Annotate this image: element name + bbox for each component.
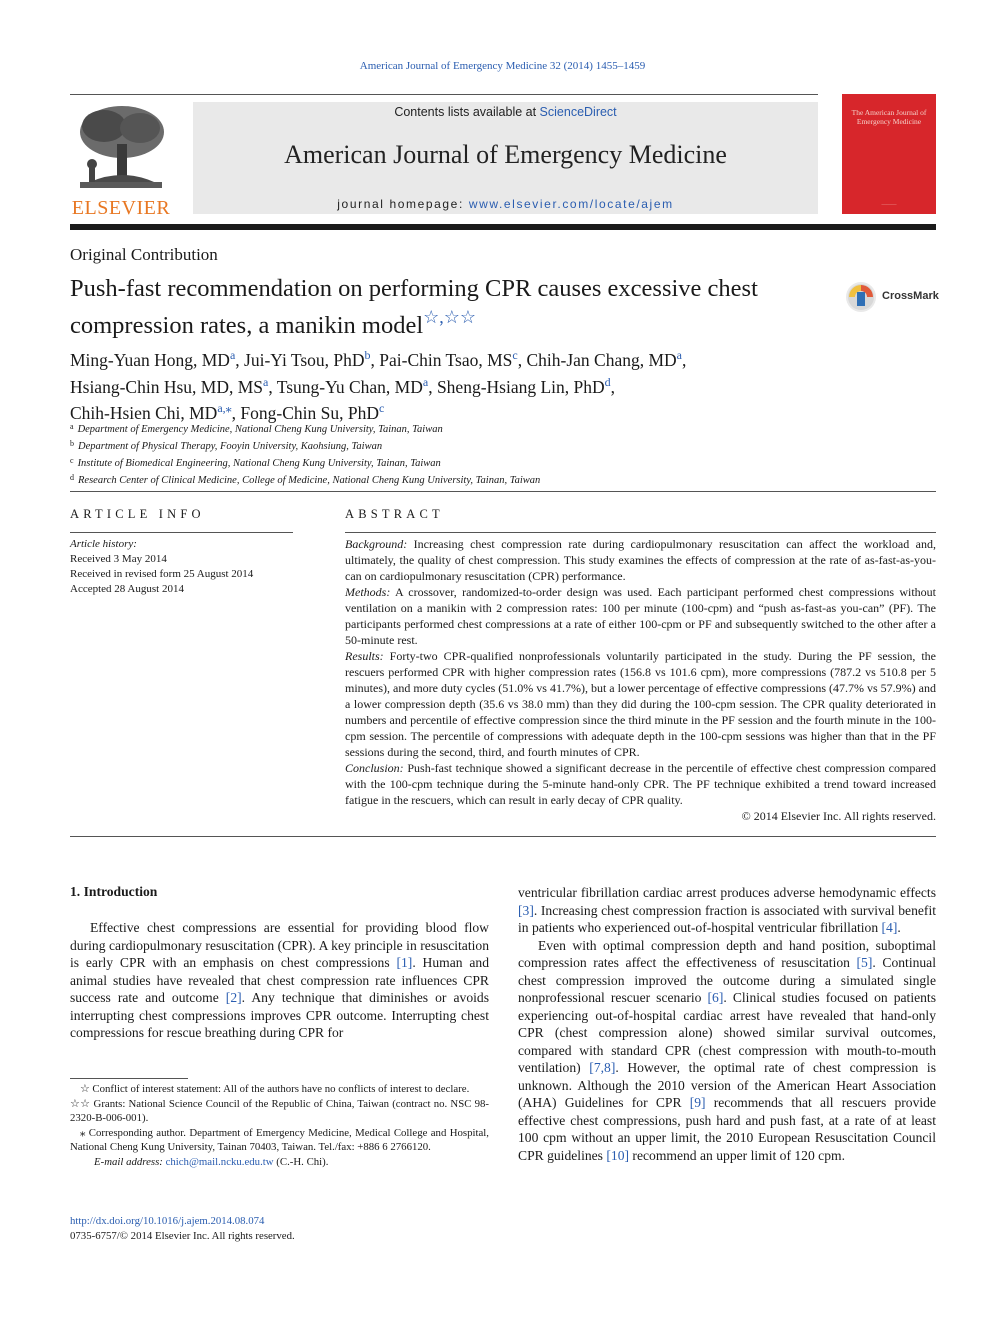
author-name: Chih-Hsien Chi, MD — [70, 403, 218, 423]
issn-copyright: 0735-6757/© 2014 Elsevier Inc. All rights reserved. — [70, 1230, 295, 1242]
reference-link[interactable]: [9] — [689, 1095, 706, 1110]
author-list — [70, 345, 930, 425]
affiliation-mark: b — [70, 439, 74, 448]
author-affiliation-mark[interactable]: a — [676, 348, 682, 362]
author-separator: , — [370, 350, 380, 370]
homepage-link[interactable]: www.elsevier.com/locate/ajem — [468, 197, 674, 211]
background-text: Increasing chest compression rate during cardiopulmonary resuscitation can affect the workload and, ultimately, the quality of chest compression. This study examines the effects of compression at the rate of as-fast-as-you-can on cardiopulmonary resuscitation (CPR) performance. — [345, 537, 936, 583]
doi-block — [70, 1214, 295, 1244]
article-title-text: Push-fast recommendation on performing CPR causes excessive chest compression rates, a manikin model — [70, 275, 758, 339]
footnote-grant — [70, 1097, 489, 1126]
body-text: ventricular fibrillation cardiac arrest produces adverse hemodynamic effects — [518, 885, 936, 900]
history-revised: Received in revised form 25 August 2014 — [70, 568, 254, 580]
section-divider — [70, 491, 936, 492]
affiliation-text: Department of Physical Therapy, Fooyin University, Kaohsiung, Taiwan — [78, 441, 383, 452]
history-received: Received 3 May 2014 — [70, 553, 167, 565]
author-separator: , — [235, 350, 245, 370]
author-separator: , — [517, 350, 527, 370]
history-accepted: Accepted 28 August 2014 — [70, 583, 184, 595]
affiliation-item — [70, 454, 540, 471]
affiliation-item — [70, 471, 540, 488]
footnote-coi — [70, 1082, 489, 1097]
body-right-column — [518, 884, 936, 1164]
email-label: E-mail address: — [94, 1155, 166, 1168]
author-name: Chih-Jan Chang, MD — [526, 350, 677, 370]
abstract-body — [345, 536, 936, 824]
introduction-heading: 1. Introduction — [70, 884, 158, 899]
journal-homepage — [193, 197, 818, 211]
publisher-name: ELSEVIER — [71, 197, 171, 219]
background-label: Background: — [345, 537, 408, 551]
elsevier-logo[interactable] — [70, 102, 172, 219]
crossmark-badge[interactable] — [846, 282, 938, 314]
body-paragraph — [70, 919, 489, 1042]
reference-link[interactable]: [3] — [518, 902, 534, 918]
author-name: Pai-Chin Tsao, MS — [379, 350, 513, 370]
abstract-heading: ABSTRACT — [345, 507, 444, 521]
body-text: . However, the optimal rate of chest compression is unknown. Although the 2010 version of the American Heart Association (AHA) Guidelines for CPR — [518, 1060, 936, 1110]
author-name: Ming-Yuan Hong, MD — [70, 350, 230, 370]
affiliation-mark: c — [70, 456, 74, 465]
footnote-text: Conflict of interest statement: All of the authors have no conflicts of interest to declare. — [89, 1083, 470, 1095]
email-link[interactable]: chich@mail.ncku.edu.tw — [165, 1155, 274, 1168]
reference-link[interactable]: [4] — [881, 920, 898, 935]
author-separator: , — [268, 376, 277, 397]
body-text: . Any technique that diminishes or avoids interrupting chest compressions improves CPR outcome. Interrupting chest compressions for rescue breathing during CPR for — [70, 990, 489, 1040]
reference-link[interactable]: [10] — [606, 1147, 630, 1163]
affiliation-text: Research Center of Clinical Medicine, College of Medicine, National Cheng Kung University, Tainan, Taiwan — [78, 475, 541, 486]
footnote-text: Corresponding author. Department of Emergency Medicine, Medical College and Hospital, National Cheng Kung University, Tainan 70403, Taiwan. Tel./fax: +886 6 2766120. — [70, 1126, 489, 1153]
author-affiliation-mark[interactable]: a — [263, 374, 269, 389]
author-separator: , — [428, 376, 437, 397]
header-top-rule — [70, 94, 818, 95]
results-text: Forty-two CPR-qualified nonprofessionals voluntarily participated in the study. During the PF session, the rescuers performed CPR with higher compression rates (156.8 vs 101.6 cpm), more compressions (787.2 vs 510.8 per 5 minutes), and more duty cycles (51.0% vs 41.7%), but a lower percentage of effective compressions (47.7% vs 57.9%) and a lower compression depth (35.6 vs 38.0 mm) than they did during the 100-cpm session. The CPR quality deteriorated in numbers and percentile of effective compression since the third minute in the PF session and the fourth minute in the 100-cpm session. The percentile of compressions with adequate depth in the 100-cpm sessions was higher than that in the PF sessions during the second, third, and fourth minutes of CPR. — [345, 649, 936, 759]
author-affiliation-mark[interactable]: c — [378, 401, 385, 415]
cover-footer-bar: ——— — [881, 203, 897, 208]
footnotes — [70, 1082, 489, 1169]
title-footnote-marks[interactable]: ☆,☆☆ — [423, 307, 477, 327]
author-affiliation-mark[interactable]: b — [364, 348, 371, 362]
body-paragraph — [518, 937, 936, 1165]
affiliation-mark: a — [70, 422, 74, 431]
author-name: Sheng-Hsiang Lin, PhD — [436, 376, 605, 397]
body-left-column — [70, 919, 489, 1042]
abstract-conclusion — [345, 760, 936, 808]
methods-label: Methods: — [345, 585, 391, 599]
reference-link[interactable]: [2] — [225, 990, 242, 1005]
email-suffix: (C.-H. Chi). — [273, 1155, 329, 1168]
affiliation-text: Department of Emergency Medicine, National Cheng Kung University, Tainan, Taiwan — [77, 424, 443, 435]
elsevier-tree-icon — [70, 102, 172, 190]
article-info-rule — [70, 532, 293, 533]
article-type: Original Contribution — [70, 245, 218, 264]
author-name: Tsung-Yu Chan, MD — [276, 376, 423, 397]
doi-link[interactable]: http://dx.doi.org/10.1016/j.ajem.2014.08.074 — [70, 1215, 265, 1227]
body-text: Effective chest compressions are essential for providing blood flow during cardiopulmonary resuscitation (CPR). A key principle in resuscitation is early CPR with an emphasis on chest compressions — [70, 920, 489, 970]
abstract-rule — [345, 532, 936, 533]
header-thick-rule — [70, 224, 936, 230]
author-separator: , — [682, 350, 687, 370]
journal-title: American Journal of Emergency Medicine — [284, 140, 727, 169]
footnote-mark: ☆ — [80, 1083, 90, 1095]
reference-link[interactable]: [7,8] — [589, 1060, 616, 1075]
author-affiliation-mark[interactable]: a — [422, 374, 429, 389]
author-affiliation-mark[interactable]: c — [512, 348, 518, 362]
abstract-methods — [345, 584, 936, 648]
body-paragraph — [518, 884, 936, 937]
author-name: Jui-Yi Tsou, PhD — [244, 350, 365, 370]
abstract-results — [345, 648, 936, 760]
footnote-mark: ⁎ — [80, 1126, 86, 1139]
homepage-label: journal homepage: — [337, 197, 469, 211]
affiliation-item — [70, 437, 540, 454]
body-text: recommends that all rescuers provide effective chest compressions, push hard and push fast, at a rate of at least 100 cpm without an upper limit, the 2010 European Resuscitation Council CPR guidelines — [518, 1095, 936, 1163]
body-text: Even with optimal compression depth and hand position, suboptimal compression rates affect the effectiveness of resuscitation — [518, 937, 936, 970]
reference-link[interactable]: [1] — [396, 955, 413, 970]
section-divider — [70, 836, 936, 837]
affiliation-mark: d — [70, 473, 74, 482]
body-text: recommend an upper limit of 120 cpm. — [629, 1147, 845, 1163]
affiliation-list — [70, 420, 540, 488]
sciencedirect-link[interactable]: ScienceDirect — [539, 105, 617, 119]
author-affiliation-mark[interactable]: a — [229, 348, 236, 362]
journal-cover-thumbnail[interactable] — [842, 94, 936, 214]
crossmark-icon — [846, 282, 876, 312]
contents-prefix: Contents lists available at — [394, 105, 540, 119]
contents-available — [193, 105, 818, 119]
footnote-email — [70, 1155, 489, 1170]
article-info-heading: ARTICLE INFO — [70, 507, 205, 521]
results-label: Results: — [345, 649, 384, 663]
footnote-mark: ☆☆ — [70, 1097, 91, 1110]
journal-citation[interactable]: American Journal of Emergency Medicine 32 (2014) 1455–1459 — [359, 60, 646, 72]
footnote-rule — [70, 1078, 188, 1079]
history-label: Article history: — [70, 538, 137, 550]
body-text: . Increasing chest compression fraction is associated with survival benefit in patients who experienced out-of-hospital ventricular fibrillation — [518, 902, 936, 935]
abstract-copyright: © 2014 Elsevier Inc. All rights reserved. — [741, 809, 936, 823]
body-text: . Human and animal studies have revealed that chest compression rate influences CPR success rate and outcome — [70, 955, 489, 1005]
article-title — [70, 274, 810, 340]
body-text: . Clinical studies focused on patients experiencing out-of-hospital cardiac arrest have revealed that hand-only CPR (chest compression alone) showed similar survival outcomes, compared with standard CPR (chest compression with mouth-to-mouth ventilation) — [518, 990, 937, 1075]
footnote-text: Grants: National Science Council of the Republic of China, Taiwan (contract no. NSC 98-2320-B-006-001). — [70, 1097, 490, 1124]
affiliation-text: Institute of Biomedical Engineering, National Cheng Kung University, Tainan, Taiwan — [77, 458, 441, 469]
body-text: . Continual chest compression improved the outcome during a simulated single nonprofessional rescuer scenario — [518, 955, 936, 1005]
author-name: Hsiang-Chin Hsu, MD, MS — [70, 376, 264, 397]
author-affiliation-mark[interactable]: a,⁎ — [217, 401, 232, 415]
author-separator: , — [610, 376, 616, 397]
article-history — [70, 537, 253, 597]
affiliation-item — [70, 420, 540, 437]
conclusion-text: Push-fast technique showed a significant decrease in the percentile of effective chest compression compared with the 100-cpm technique during the 5-minute hand-only CPR. The PF technique exhibited a trend toward increased fatigue in the rescuers, which can result in early decay of CPR quality. — [345, 761, 936, 807]
reference-link[interactable]: [6] — [707, 990, 724, 1005]
crossmark-label: CrossMark — [882, 290, 939, 302]
methods-text: A crossover, randomized-to-order design was used. Each participant performed chest compressions without ventilation on a manikin with 2 compression rates: 100 per minute (100-cpm) and “push as-fast-as you-can” (PF). The participants performed chest compressions at a rate of either 100-cpm or PF and subsequently switched to the other after a 50-minute rest. — [345, 585, 936, 647]
body-text: . — [897, 920, 901, 935]
author-name: Fong-Chin Su, PhD — [240, 403, 379, 423]
reference-link[interactable]: [5] — [856, 955, 873, 970]
abstract-background — [345, 536, 936, 584]
author-separator: , — [231, 403, 241, 423]
cover-title: The American Journal of Emergency Medicine — [851, 108, 927, 127]
journal-masthead — [193, 102, 818, 214]
conclusion-label: Conclusion: — [345, 761, 404, 775]
author-affiliation-mark[interactable]: d — [604, 374, 611, 389]
footnote-corresponding — [70, 1126, 489, 1155]
